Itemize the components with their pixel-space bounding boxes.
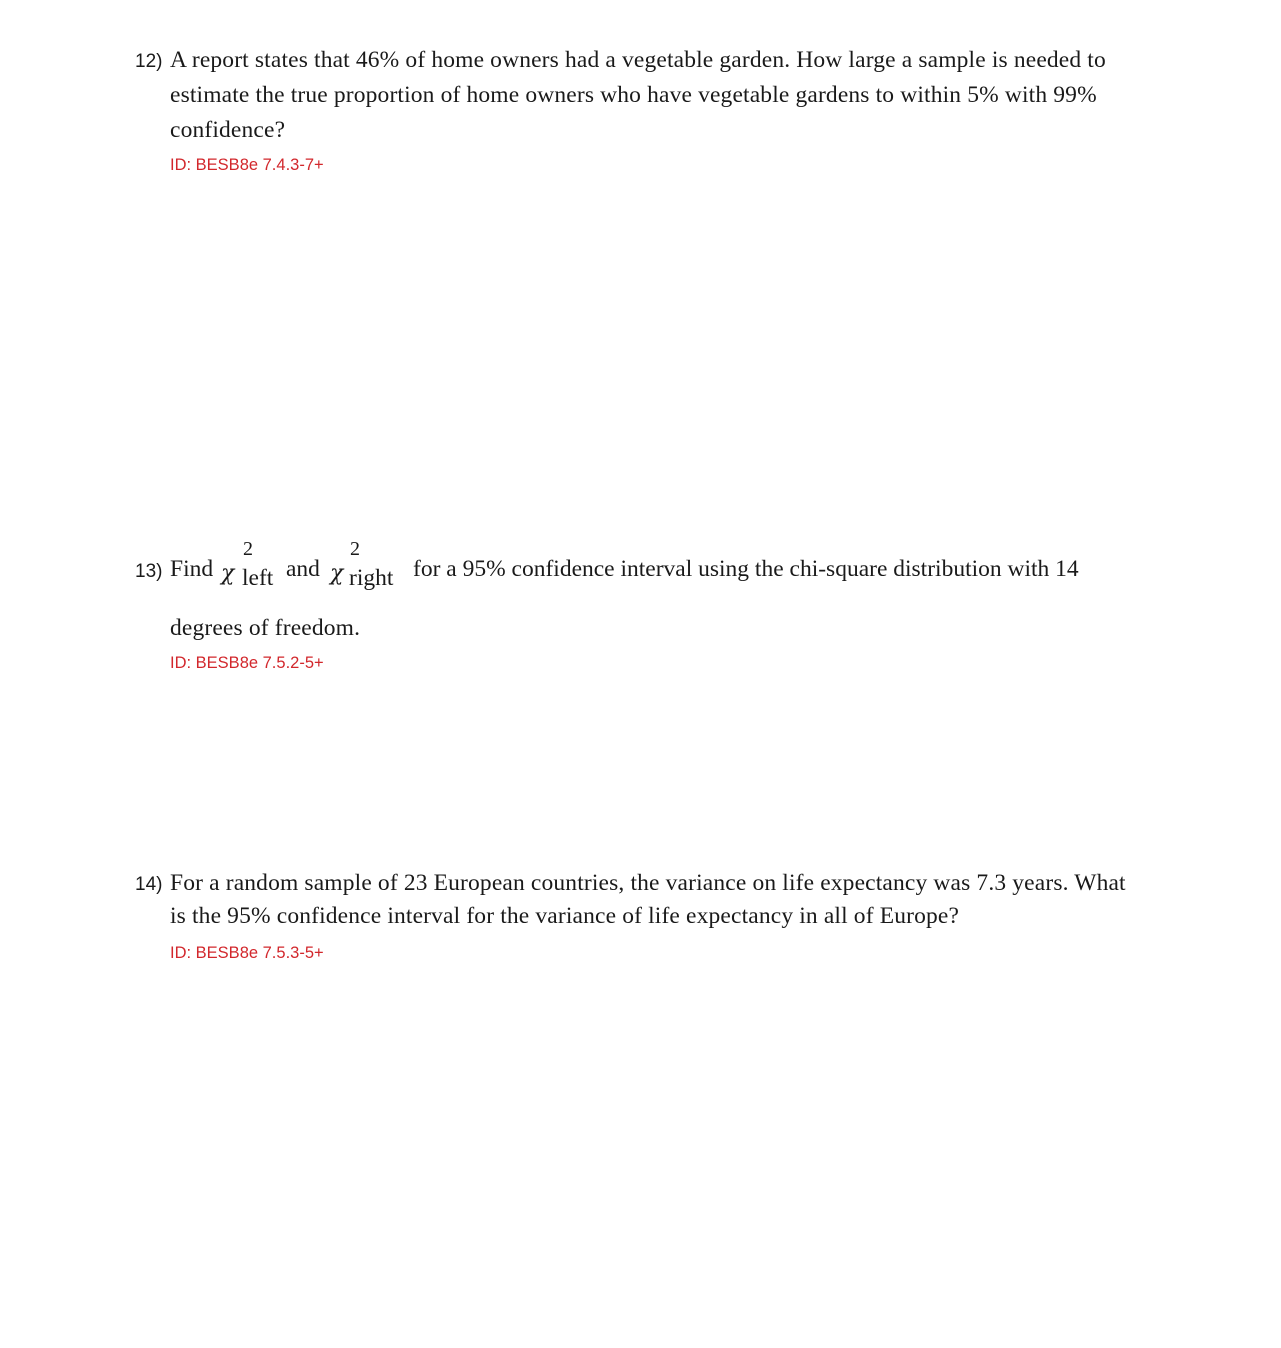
question-text-line: confidence?: [170, 117, 286, 143]
question-id: ID: BESB8e 7.5.3-5+: [170, 944, 324, 962]
and-word: and: [286, 556, 320, 582]
chi-right-subscript: right: [349, 565, 394, 591]
question-text-line: for a 95% confidence interval using the chi-square distribution with 14: [413, 556, 1079, 582]
question-number: 12): [135, 51, 163, 72]
chi-symbol: χ: [330, 561, 344, 586]
question-id: ID: BESB8e 7.5.2-5+: [170, 654, 324, 672]
chi-square-exponent: 2: [243, 538, 253, 560]
question-text-line: estimate the true proportion of home owners who have vegetable gardens to within 5% with 99%: [170, 82, 1097, 108]
question-number: 14): [135, 874, 163, 895]
chi-square-exponent: 2: [350, 538, 360, 560]
find-word: Find: [170, 556, 214, 582]
chi-symbol: χ: [221, 561, 235, 586]
question-text-line: For a random sample of 23 European countries, the variance on life expectancy was 7.3 years. What: [170, 870, 1126, 896]
chi-left-subscript: left: [242, 565, 274, 591]
question-text-line: degrees of freedom.: [170, 615, 361, 641]
question-text-line: A report states that 46% of home owners had a vegetable garden. How large a sample is needed to: [170, 47, 1106, 73]
question-text-line: is the 95% confidence interval for the variance of life expectancy in all of Europe?: [170, 903, 960, 929]
question-number: 13): [135, 561, 163, 582]
question-id: ID: BESB8e 7.4.3-7+: [170, 156, 324, 174]
